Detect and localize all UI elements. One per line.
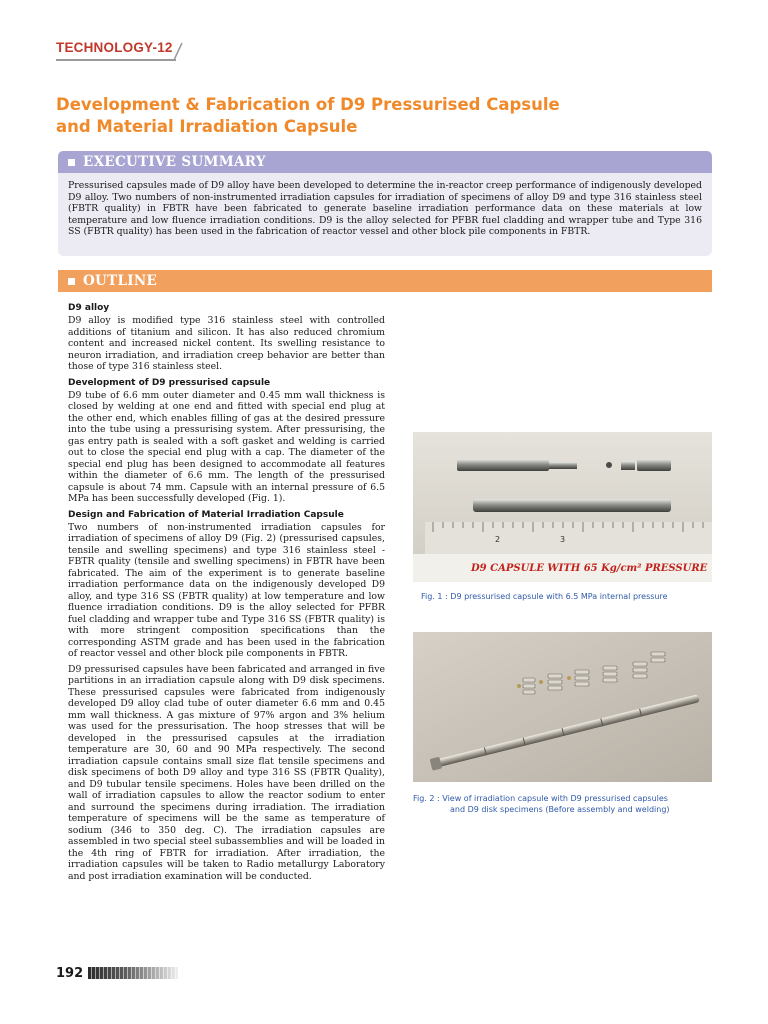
figure-1-caption: Fig. 1 : D9 pressurised capsule with 6.5 MPa internal pressure: [421, 592, 668, 601]
running-head-rule: [56, 59, 176, 61]
ruler-label-3: 3: [560, 535, 566, 544]
d9-alloy-text: D9 alloy is modified type 316 stainless steel with controlled additions of titanium and silicon. It has also reduced chromium content and increased nickel content. Its swelling resistance to neuron irradiation, and irradiation creep behavior are better than those of type 316 stainless steel.: [68, 315, 385, 372]
running-head: [56, 40, 186, 66]
figure-2-caption-line-1: Fig. 2 : View of irradiation capsule with D9 pressurised capsules: [413, 794, 668, 803]
title-line-1: Development & Fabrication of D9 Pressurised Capsule: [56, 95, 560, 114]
page-number-gradient-strip: [88, 967, 178, 979]
outline-heading: OUTLINE: [83, 273, 158, 289]
development-text: D9 tube of 6.6 mm outer diameter and 0.45 mm wall thickness is closed by welding at one end and fitted with special end plug at the other end, which enables filling of gas at the desired pressure into the tube using a pressurising system. After pressurising, the gas entry path is sealed with a soft gasket and welding is carried out to close the special end plug with a cap. The diameter of the special end plug has been designed to accommodate all features within the diameter of 6.6 mm. The length of the pressurised capsule is about 74 mm. Capsule with an internal pressure of 6.5 MPa has been successfully developed (Fig. 1).: [68, 389, 385, 504]
figure-2-caption-line-2: and D9 disk specimens (Before assembly and welding): [450, 805, 670, 814]
executive-summary-header: [58, 151, 712, 173]
d9-alloy-heading: D9 alloy: [68, 303, 110, 313]
outline-header: [58, 270, 712, 292]
square-bullet-icon: [68, 278, 75, 285]
figure-1-photo-caption: D9 CAPSULE WITH 65 Kg/cm² PRESSURE: [471, 563, 708, 574]
page-number: 192: [56, 966, 84, 981]
executive-summary-heading: EXECUTIVE SUMMARY: [83, 154, 266, 170]
square-bullet-icon: [68, 159, 75, 166]
figure-1-photo: [413, 432, 712, 582]
design-heading: Design and Fabrication of Material Irradiation Capsule: [68, 509, 344, 520]
title-line-2: and Material Irradiation Capsule: [56, 117, 358, 136]
document-title: [56, 94, 716, 138]
running-head-label: TECHNOLOGY-12: [56, 40, 173, 55]
design-paragraph-1: Two numbers of non-instrumented irradiation capsules for irradiation of specimens of alloy D9 (Fig. 2) (pressurised capsules, tensile and swelling specimens) and type 316 stainless steel - FBTR quality (tensile and swelling specimens) in FBTR have been fabricated. The aim of the experiment is to generate baseline irradiation performance data on the indigenously developed D9 alloy, and type 316 SS (FBTR quality) at low temperature and low fluence irradiation conditions. D9 is the alloy selected for PFBR fuel cladding and wrapper tube and Type 316 SS (FBTR quality) is with more stringent composition specifications than the corresponding ASTM grade and has been used in the fabrication of reactor vessel and other block pile components in FBTR.: [68, 521, 385, 659]
outline-body: [68, 302, 385, 886]
figure-2-caption: [413, 793, 723, 815]
development-heading: Development of D9 pressurised capsule: [68, 377, 271, 388]
ruler-label-2: 2: [495, 535, 501, 544]
executive-summary-box: [58, 173, 712, 256]
slash-icon: [172, 42, 184, 62]
executive-summary-text: Pressurised capsules made of D9 alloy have been developed to determine the in-reactor creep performance of indigenously developed D9 alloy. Two numbers of non-instrumented irradiation capsules for irradiation of specimens of alloy D9 and type 316 stainless steel (FBTR quality) in FBTR have been fabricated to generate baseline irradiation performance data on these materials at low temperature and low fluence irradiation conditions. D9 is the alloy selected for PFBR fuel cladding and wrapper tube and Type 316 SS (FBTR quality) has been used in the fabrication of reactor vessel and other block pile components in FBTR.: [68, 180, 702, 238]
design-paragraph-2: D9 pressurised capsules have been fabricated and arranged in five partitions in an irradiation capsule along with D9 disk specimens. These pressurised capsules were fabricated from indigenously developed D9 alloy clad tube of outer diameter 6.6 mm and 0.45 mm wall thickness. A gas mixture of 97% argon and 3% helium was used for the pressurisation. The hoop stresses that will be developed in the pressurised capsules at the irradiation temperature are 30, 60 and 90 MPa respectively. The second irradiation capsule contains small size flat tensile specimens and disk specimens of both D9 alloy and type 316 SS (FBTR Quality), and D9 tubular tensile specimens. Holes have been drilled on the wall of irradiation capsules to allow the reactor sodium to enter and surround the specimens during irradiation. The irradiation temperature of specimens will be the same as temperature of sodium (346 to 350 deg. C). The irradiation capsules are assembled in two special steel subassemblies and will be loaded in the 4th ring of FBTR for irradiation. After irradiation, the irradiation capsules will be taken to Radio metallurgy Laboratory and post irradiation examination will be conducted.: [68, 663, 385, 882]
figure-2-photo: [413, 632, 712, 782]
